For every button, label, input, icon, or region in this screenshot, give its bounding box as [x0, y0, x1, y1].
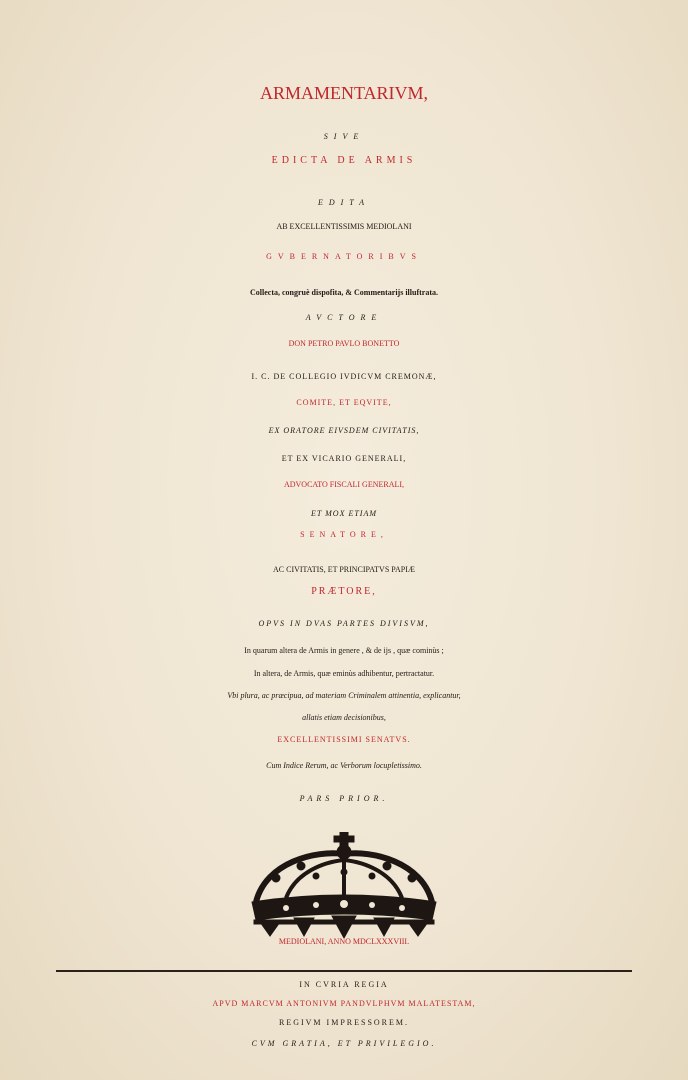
sive-line: SIVE: [323, 132, 365, 141]
vbi-line: Vbi plura, ac præcipua, ad materiam Criminalem attinentia, explicantur,: [227, 691, 461, 700]
divider-rule: [56, 970, 632, 972]
civitatis-line: AC CIVITATIS, ET PRINCIPATVS PAPIÆ: [273, 565, 415, 574]
privilegio-line: CVM GRATIA, ET PRIVILEGIO.: [251, 1039, 437, 1048]
edita-line: EDITA: [317, 198, 371, 207]
printer-line: APVD MARCVM ANTONIVM PANDVLPHVM MALATESTAM,: [212, 999, 476, 1008]
vicario-line: ET EX VICARIO GENERALI,: [281, 454, 407, 463]
auctore-line: AVCTORE: [305, 313, 383, 322]
oratore-line: EX ORATORE EIVSDEM CIVITATIS,: [268, 426, 420, 435]
quarum-line: In quarum altera de Armis in genere , & de ijs , quæ cominùs ;: [244, 646, 444, 655]
senatus-line: EXCELLENTISSIMI SENATVS.: [277, 735, 411, 744]
gubernatoribus: GVBERNATORIBVS: [266, 252, 422, 261]
indice-line: Cum Indice Rerum, ac Verborum locupletissimo.: [266, 761, 422, 770]
altera-line: In altera, de Armis, quæ eminùs adhibentur, pertractatur.: [253, 669, 435, 678]
regium-line: REGIVM IMPRESSOREM.: [278, 1018, 409, 1027]
curia-line: IN CVRIA REGIA: [299, 980, 389, 989]
place-year: MEDIOLANI, ANNO MDCLXXXVIII.: [278, 937, 410, 946]
subtitle: EDICTA DE ARMIS: [271, 155, 417, 166]
pars-line: PARS PRIOR.: [299, 794, 389, 803]
comite-line: COMITE, ET EQVITE,: [296, 398, 392, 407]
collecta-line: Collecta, congruè dispofita, & Commentarijs illuftrata.: [250, 288, 438, 297]
opus-line: OPVS IN DVAS PARTES DIVISVM,: [258, 619, 430, 628]
praetore-line: PRÆTORE,: [311, 586, 377, 597]
book-title: ARMAMENTARIVM,: [259, 83, 429, 103]
ab-line: AB EXCELLENTISSIMIS MEDIOLANI: [276, 222, 412, 231]
author-name: DON PETRO PAVLO BONETTO: [288, 339, 400, 348]
advocato-line: ADVOCATO FISCALI GENERALI,: [283, 480, 405, 489]
allatis-line: allatis etiam decisionibus,: [302, 713, 386, 722]
senatore-line: SENATORE,: [300, 530, 388, 539]
mox-line: ET MOX ETIAM: [310, 509, 378, 518]
crown-icon: [246, 832, 442, 938]
collegio-line: I. C. DE COLLEGIO IVDICVM CREMONÆ,: [251, 372, 437, 381]
